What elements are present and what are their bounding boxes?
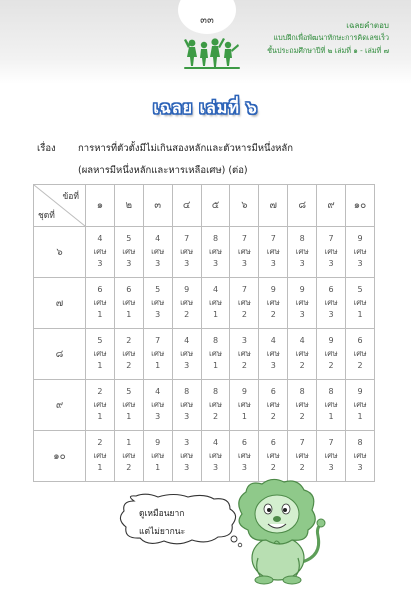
remainder-value: 3 [155, 259, 161, 269]
row-header: ๖ [34, 227, 86, 278]
answer-cell [172, 278, 201, 329]
remainder-value: 2 [270, 463, 276, 473]
remainder-word: เศษ [93, 348, 107, 358]
answer-cell [230, 380, 259, 431]
quotient-value: 9 [357, 387, 363, 397]
answer-cell [317, 380, 346, 431]
remainder-word: เศษ [180, 246, 194, 256]
remainder-value: 1 [212, 361, 219, 371]
remainder-value: 1 [97, 463, 103, 473]
answer-cell [201, 227, 230, 278]
remainder-value: 3 [328, 310, 334, 320]
quotient-value: 6 [328, 285, 334, 295]
quotient-value: 9 [328, 336, 334, 346]
remainder-value: 3 [328, 463, 334, 473]
topic-subtitle: (ผลหารมีหนึ่งหลักและหารเหลือเศษ) (ต่อ) [78, 165, 248, 176]
remainder-value: 1 [97, 361, 103, 371]
quotient-value: 6 [357, 336, 363, 346]
remainder-value: 2 [299, 463, 305, 473]
column-header: ๖ [230, 185, 259, 227]
remainder-value: 3 [328, 259, 334, 269]
answer-cell [317, 227, 346, 278]
remainder-word: เศษ [93, 297, 107, 307]
answer-cell [259, 227, 288, 278]
answer-cell [86, 278, 115, 329]
column-header: ๕ [201, 185, 230, 227]
quotient-value: 5 [126, 387, 132, 397]
quotient-value: 9 [270, 285, 276, 295]
remainder-value: 3 [155, 412, 161, 422]
answer-cell [259, 380, 288, 431]
answer-cell [86, 227, 115, 278]
remainder-word: เศษ [208, 348, 223, 358]
answer-cell [346, 227, 375, 278]
answer-cell [86, 380, 115, 431]
answer-cell [86, 431, 115, 482]
quotient-value: 4 [155, 387, 161, 397]
speech-bubble [116, 493, 244, 549]
remainder-word: เศษ [122, 450, 136, 460]
quotient-value: 7 [270, 234, 276, 244]
remainder-value: 3 [241, 259, 247, 269]
answer-cell [346, 329, 375, 380]
remainder-value: 2 [184, 310, 190, 320]
remainder-value: 1 [126, 310, 132, 320]
quotient-value: 4 [299, 336, 305, 346]
remainder-value: 1 [97, 310, 103, 320]
answer-cell [346, 278, 375, 329]
quotient-value: 8 [212, 234, 219, 244]
answer-cell [143, 431, 172, 482]
remainder-value: 2 [241, 361, 247, 371]
remainder-value: 2 [299, 361, 305, 371]
remainder-value: 1 [241, 412, 247, 422]
remainder-value: 3 [97, 259, 103, 269]
speech-bubble-line2: แต่ไม่ยากนะ [139, 527, 186, 537]
remainder-value: 1 [126, 412, 132, 422]
remainder-word: เศษ [266, 348, 280, 358]
quotient-value: 4 [212, 285, 219, 295]
answer-cell [172, 329, 201, 380]
quotient-value: 2 [97, 387, 103, 397]
remainder-word: เศษ [237, 450, 251, 460]
remainder-word: เศษ [266, 399, 280, 409]
remainder-word: เศษ [122, 246, 136, 256]
header-answer-key: เฉลยคำตอบ [346, 21, 389, 30]
remainder-value: 1 [328, 412, 334, 422]
remainder-word: เศษ [295, 297, 309, 307]
remainder-word: เศษ [180, 450, 194, 460]
remainder-value: 2 [212, 412, 219, 422]
answer-cell [114, 227, 143, 278]
answer-cell [201, 380, 230, 431]
remainder-value: 1 [357, 310, 363, 320]
header-series-title: แบบฝึกเพื่อพัฒนาทักษะการคิดเลขเร็ว [273, 33, 389, 42]
remainder-value: 3 [184, 361, 190, 371]
remainder-word: เศษ [208, 297, 223, 307]
remainder-word: เศษ [353, 348, 367, 358]
remainder-value: 2 [241, 310, 247, 320]
remainder-word: เศษ [151, 246, 165, 256]
remainder-value: 2 [126, 361, 132, 371]
table-row [34, 278, 375, 329]
table-row [34, 380, 375, 431]
remainder-value: 3 [357, 259, 363, 269]
table-row [34, 227, 375, 278]
quotient-value: 6 [270, 438, 276, 448]
remainder-value: 2 [270, 412, 276, 422]
quotient-value: 8 [328, 387, 334, 397]
remainder-word: เศษ [208, 450, 223, 460]
quotient-value: 2 [97, 438, 103, 448]
page-number: ๓๓ [200, 15, 214, 26]
quotient-value: 9 [357, 234, 363, 244]
quotient-value: 7 [155, 336, 161, 346]
quotient-value: 6 [270, 387, 276, 397]
answer-cell [288, 278, 317, 329]
remainder-value: 3 [184, 259, 190, 269]
quotient-value: 8 [184, 387, 190, 397]
remainder-value: 1 [155, 361, 161, 371]
remainder-word: เศษ [295, 399, 309, 409]
answer-cell [288, 431, 317, 482]
remainder-word: เศษ [266, 246, 280, 256]
quotient-value: 8 [212, 336, 219, 346]
remainder-word: เศษ [266, 297, 280, 307]
quotient-value: 8 [212, 387, 219, 397]
remainder-word: เศษ [295, 348, 309, 358]
table-corner-cell [34, 185, 86, 227]
table-row [34, 431, 375, 482]
remainder-value: 3 [299, 259, 305, 269]
remainder-word: เศษ [266, 450, 280, 460]
quotient-value: 4 [270, 336, 276, 346]
remainder-value: 3 [270, 361, 276, 371]
remainder-word: เศษ [93, 399, 107, 409]
header-grade-books: ชั้นประถมศึกษาปีที่ ๒ เล่มที่ ๑ - เล่มที่ ๗ [267, 46, 389, 55]
topic-title: การหารที่ตัวตั้งมีไม่เกินสองหลักและตัวหารมีหนึ่งหลัก [78, 143, 293, 154]
remainder-word: เศษ [151, 348, 165, 358]
answer-cell [259, 329, 288, 380]
answer-cell [114, 380, 143, 431]
answer-cell [288, 227, 317, 278]
remainder-word: เศษ [151, 297, 165, 307]
answer-cell [172, 380, 201, 431]
remainder-word: เศษ [208, 246, 223, 256]
quotient-value: 3 [184, 438, 190, 448]
answer-cell [288, 329, 317, 380]
remainder-word: เศษ [122, 348, 136, 358]
quotient-value: 2 [126, 336, 132, 346]
column-header: ๙ [317, 185, 346, 227]
quotient-value: 4 [184, 336, 190, 346]
row-header: ๗ [34, 278, 86, 329]
remainder-value: 3 [184, 412, 190, 422]
remainder-value: 1 [212, 310, 219, 320]
remainder-word: เศษ [180, 399, 194, 409]
answer-cell [288, 380, 317, 431]
remainder-value: 3 [241, 463, 247, 473]
remainder-value: 2 [299, 412, 305, 422]
remainder-value: 3 [270, 259, 276, 269]
quotient-value: 3 [241, 336, 247, 346]
remainder-value: 3 [155, 310, 161, 320]
remainder-value: 3 [184, 463, 190, 473]
quotient-value: 8 [299, 387, 305, 397]
quotient-value: 6 [126, 285, 132, 295]
answer-cell [143, 227, 172, 278]
answer-cell [143, 278, 172, 329]
lion-mascot-icon [228, 478, 328, 586]
remainder-word: เศษ [237, 297, 251, 307]
column-header: ๒ [114, 185, 143, 227]
remainder-word: เศษ [353, 450, 367, 460]
remainder-word: เศษ [353, 297, 367, 307]
remainder-word: เศษ [237, 348, 251, 358]
answer-cell [230, 431, 259, 482]
quotient-value: 4 [155, 234, 161, 244]
quotient-value: 8 [299, 234, 305, 244]
row-header: ๘ [34, 329, 86, 380]
remainder-word: เศษ [295, 246, 309, 256]
topic-label: เรื่อง [37, 143, 56, 154]
remainder-value: 1 [357, 412, 363, 422]
corner-label-set: ชุดที่ [38, 211, 55, 221]
remainder-value: 3 [212, 463, 219, 473]
remainder-word: เศษ [180, 348, 194, 358]
remainder-value: 2 [126, 463, 132, 473]
quotient-value: 7 [241, 234, 247, 244]
answer-cell [346, 431, 375, 482]
answer-cell [259, 278, 288, 329]
answer-cell [230, 329, 259, 380]
answer-cell [346, 380, 375, 431]
remainder-word: เศษ [93, 246, 107, 256]
remainder-word: เศษ [324, 399, 338, 409]
remainder-word: เศษ [324, 450, 338, 460]
answer-cell [172, 431, 201, 482]
answer-cell [86, 329, 115, 380]
quotient-value: 7 [241, 285, 247, 295]
remainder-word: เศษ [151, 399, 165, 409]
answer-cell [143, 329, 172, 380]
remainder-word: เศษ [295, 450, 309, 460]
remainder-value: 1 [155, 463, 161, 473]
remainder-word: เศษ [180, 297, 194, 307]
answer-cell [201, 329, 230, 380]
children-cheering-icon [184, 36, 240, 70]
answer-cell [230, 227, 259, 278]
answer-cell [172, 227, 201, 278]
corner-label-item: ข้อที่ [62, 192, 79, 202]
table-body [34, 227, 375, 482]
quotient-value: 1 [126, 438, 132, 448]
quotient-value: 5 [357, 285, 363, 295]
remainder-word: เศษ [353, 246, 367, 256]
quotient-value: 9 [184, 285, 190, 295]
remainder-value: 3 [126, 259, 132, 269]
column-header: ๘ [288, 185, 317, 227]
quotient-value: 9 [299, 285, 305, 295]
answer-cell [317, 278, 346, 329]
remainder-word: เศษ [237, 399, 251, 409]
quotient-value: 4 [97, 234, 103, 244]
column-header: ๑๐ [346, 185, 375, 227]
remainder-value: 3 [357, 463, 363, 473]
remainder-word: เศษ [324, 348, 338, 358]
page-title: เฉลย เล่มที่ ๖ [153, 98, 258, 117]
answer-cell [114, 329, 143, 380]
answer-cell [114, 278, 143, 329]
answer-cell [201, 431, 230, 482]
answer-table [33, 184, 375, 482]
quotient-value: 4 [212, 438, 219, 448]
remainder-value: 2 [328, 361, 334, 371]
quotient-value: 5 [126, 234, 132, 244]
remainder-value: 1 [97, 412, 103, 422]
quotient-value: 7 [328, 438, 334, 448]
answer-cell [317, 431, 346, 482]
quotient-value: 6 [97, 285, 103, 295]
quotient-value: 7 [299, 438, 305, 448]
remainder-value: 2 [270, 310, 276, 320]
answer-cell [201, 278, 230, 329]
quotient-value: 9 [155, 438, 161, 448]
remainder-value: 3 [299, 310, 305, 320]
remainder-word: เศษ [324, 246, 338, 256]
answer-cell [114, 431, 143, 482]
column-header: ๗ [259, 185, 288, 227]
remainder-word: เศษ [151, 450, 165, 460]
row-header: ๑๐ [34, 431, 86, 482]
quotient-value: 5 [155, 285, 161, 295]
remainder-word: เศษ [353, 399, 367, 409]
answer-cell [230, 278, 259, 329]
table-row [34, 329, 375, 380]
column-header: ๓ [143, 185, 172, 227]
quotient-value: 9 [241, 387, 247, 397]
remainder-word: เศษ [208, 399, 223, 409]
answer-cell [259, 431, 288, 482]
remainder-value: 3 [212, 259, 219, 269]
quotient-value: 5 [97, 336, 103, 346]
quotient-value: 6 [241, 438, 247, 448]
remainder-word: เศษ [324, 297, 338, 307]
remainder-value: 2 [357, 361, 363, 371]
row-header: ๙ [34, 380, 86, 431]
answer-cell [143, 380, 172, 431]
remainder-word: เศษ [93, 450, 107, 460]
remainder-word: เศษ [122, 297, 136, 307]
remainder-word: เศษ [237, 246, 251, 256]
quotient-value: 7 [184, 234, 190, 244]
remainder-word: เศษ [122, 399, 136, 409]
answer-cell [317, 329, 346, 380]
column-header: ๔ [172, 185, 201, 227]
quotient-value: 7 [328, 234, 334, 244]
speech-bubble-line1: ดูเหมือนยาก [139, 509, 185, 519]
column-header: ๑ [86, 185, 115, 227]
table-header-row [34, 185, 375, 227]
quotient-value: 8 [357, 438, 363, 448]
